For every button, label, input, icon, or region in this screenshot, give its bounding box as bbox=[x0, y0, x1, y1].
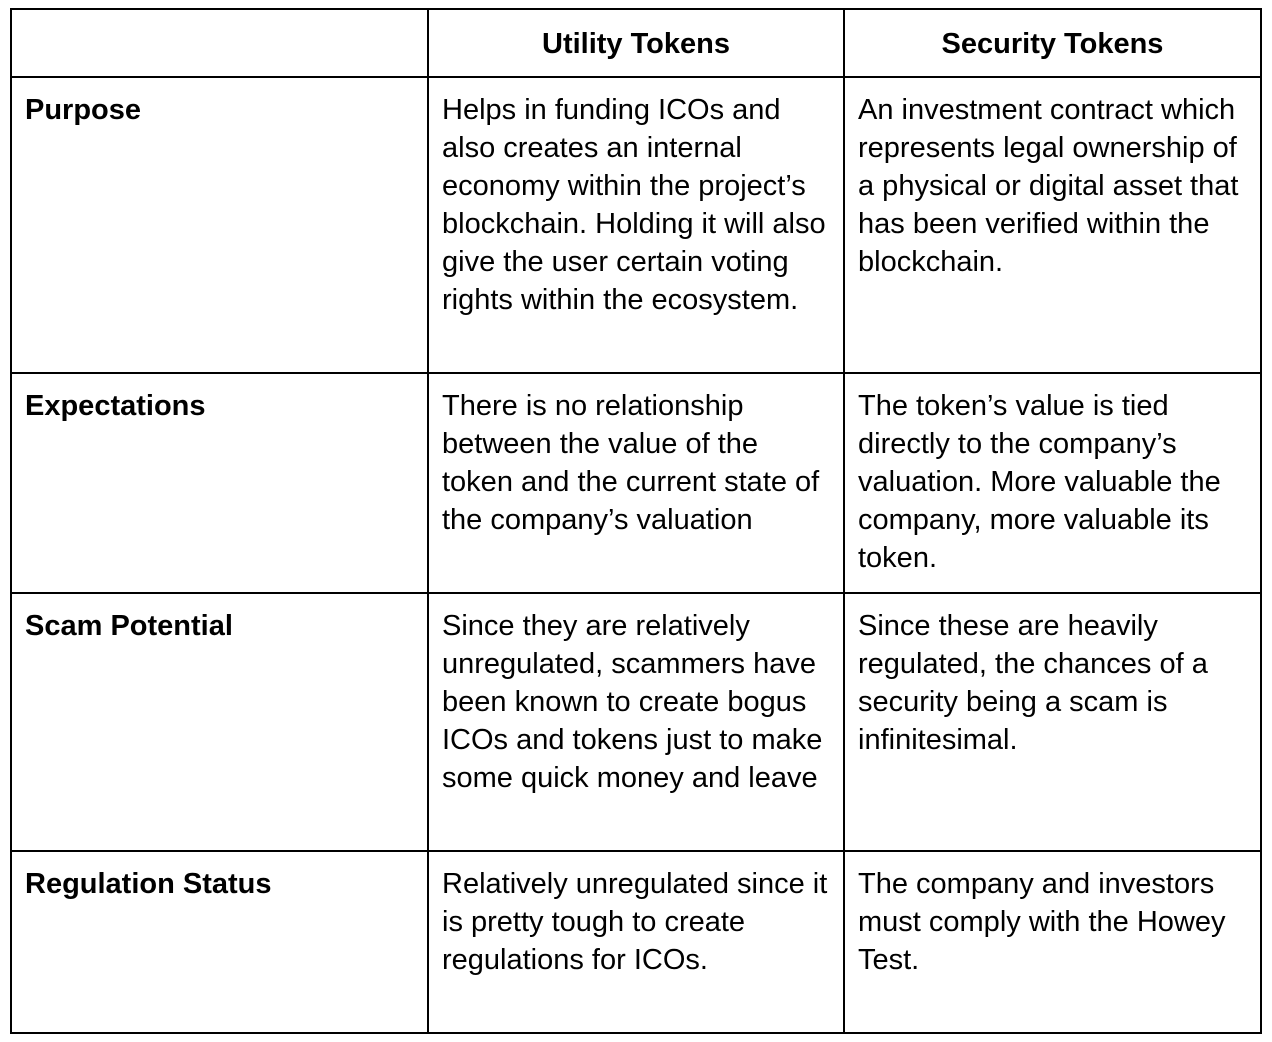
row-label: Regulation Status bbox=[25, 868, 272, 900]
security-cell bbox=[844, 77, 1261, 373]
utility-cell bbox=[428, 593, 844, 851]
utility-text: Since they are relatively unregulated, scammers have been known to create bogus ICOs and tokens just to make some quick money and leave bbox=[442, 610, 823, 794]
header-label: Utility Tokens bbox=[542, 28, 730, 60]
table-row bbox=[11, 77, 1261, 373]
utility-text: Relatively unregulated since it is pretty tough to create regulations for ICOs. bbox=[442, 868, 828, 976]
table-row bbox=[11, 373, 1261, 593]
row-label: Purpose bbox=[25, 94, 142, 126]
row-label-cell bbox=[11, 851, 428, 1033]
row-label-cell bbox=[11, 373, 428, 593]
utility-cell bbox=[428, 77, 844, 373]
utility-text: Helps in funding ICOs and also creates an internal economy within the project’s blockchain. Holding it will also give the user certain voting rights within the ecosystem. bbox=[442, 94, 826, 316]
table-row bbox=[11, 593, 1261, 851]
header-label bbox=[12, 42, 427, 44]
row-label-cell bbox=[11, 593, 428, 851]
utility-cell bbox=[428, 373, 844, 593]
security-cell bbox=[844, 373, 1261, 593]
utility-text: There is no relationship between the value of the token and the current state of the company’s valuation bbox=[442, 390, 820, 536]
table-header-row bbox=[11, 9, 1261, 77]
header-cell-security-tokens bbox=[844, 9, 1261, 77]
row-label: Expectations bbox=[25, 390, 206, 422]
comparison-table bbox=[10, 8, 1262, 1034]
security-cell bbox=[844, 593, 1261, 851]
header-cell-utility-tokens bbox=[428, 9, 844, 77]
header-label: Security Tokens bbox=[941, 28, 1164, 60]
header-cell-empty bbox=[11, 9, 428, 77]
security-cell bbox=[844, 851, 1261, 1033]
security-text: The token’s value is tied directly to the company’s valuation. More valuable the company, more valuable its token. bbox=[858, 390, 1221, 574]
security-text: The company and investors must comply with the Howey Test. bbox=[858, 868, 1226, 976]
row-label-cell bbox=[11, 77, 428, 373]
security-text: Since these are heavily regulated, the chances of a security being a scam is infinitesimal. bbox=[858, 610, 1208, 756]
security-text: An investment contract which represents legal ownership of a physical or digital asset that has been verified within the blockchain. bbox=[858, 94, 1239, 278]
row-label: Scam Potential bbox=[25, 610, 233, 642]
utility-cell bbox=[428, 851, 844, 1033]
table-row bbox=[11, 851, 1261, 1033]
